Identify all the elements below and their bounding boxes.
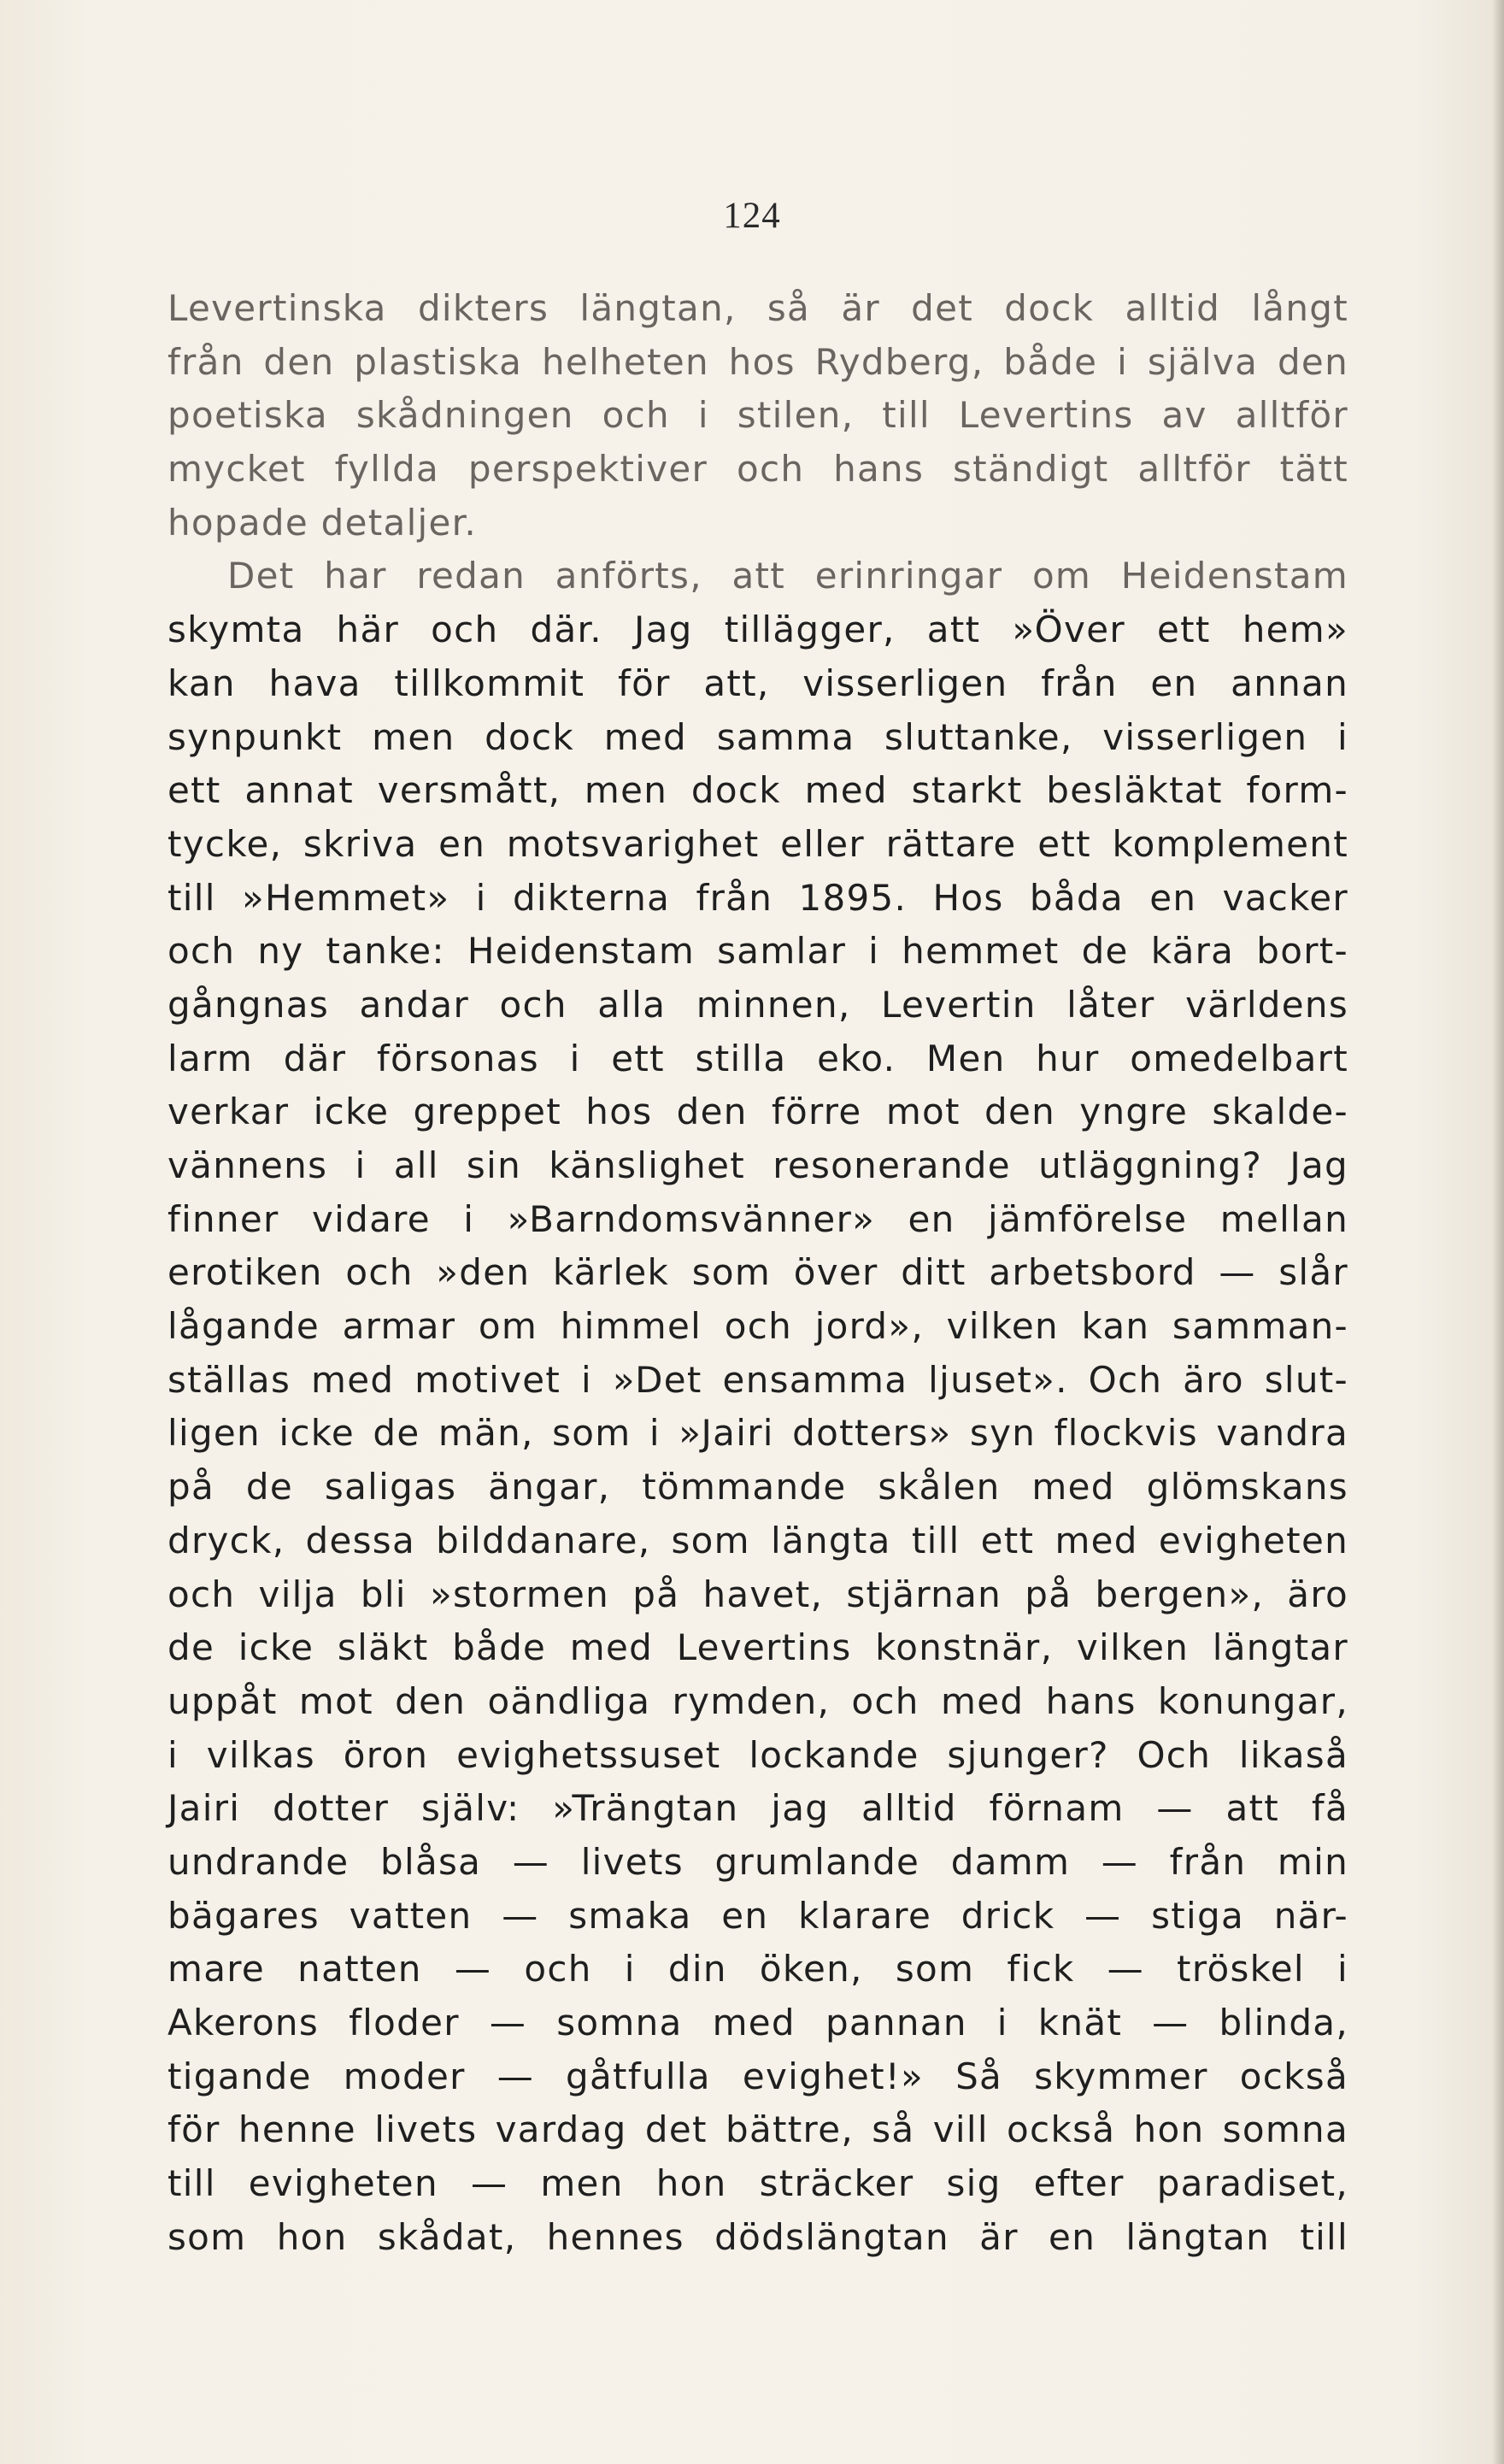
- text-line: från den plastiska helheten hos Rydberg, både i själva den: [167, 340, 1348, 383]
- text-line: ett annat versmått, men dock med starkt besläktat form-: [167, 769, 1348, 812]
- text-line: tycke, skriva en motsvarighet eller rättare ett komplement: [167, 822, 1348, 865]
- text-line: Levertinska dikters längtan, så är det dock alltid långt: [167, 287, 1348, 329]
- page-edge-shadow: [1492, 0, 1504, 2464]
- page-number: 124: [723, 196, 781, 236]
- text-line: ligen icke de män, som i »Jairi dotters» syn flockvis vandra: [167, 1412, 1348, 1455]
- text-line: Jairi dotter själv: »Trängtan jag alltid förnam — att få: [167, 1787, 1348, 1830]
- text-line: vännens i all sin känslighet resonerande utläggning? Jag: [167, 1144, 1348, 1186]
- text-line: undrande blåsa — livets grumlande damm — från min: [167, 1840, 1348, 1883]
- text-line: skymta här och där. Jag tillägger, att »Över ett hem»: [167, 609, 1348, 651]
- text-line: Akerons floder — somna med pannan i knät — blinda,: [167, 2002, 1348, 2044]
- text-line: mycket fyllda perspektiver och hans ständigt alltför tätt: [167, 448, 1348, 491]
- text-line: lågande armar om himmel och jord», vilken kan samman-: [167, 1305, 1348, 1348]
- body-text: [167, 282, 1348, 2264]
- text-line: erotiken och »den kärlek som över ditt arbetsbord — slår: [167, 1251, 1348, 1294]
- text-line: och ny tanke: Heidenstam samlar i hemmet de kära bort-: [167, 930, 1348, 973]
- text-line: i vilkas öron evighetssuset lockande sjunger? Och likaså: [167, 1733, 1348, 1776]
- text-line: finner vidare i »Barndomsvänner» en jämförelse mellan: [167, 1197, 1348, 1240]
- text-line: kan hava tillkommit för att, visserligen från en annan: [167, 662, 1348, 704]
- text-line: och vilja bli »stormen på havet, stjärnan på bergen», äro: [167, 1573, 1348, 1615]
- text-line: dryck, dessa bilddanare, som längta till ett med evigheten: [167, 1519, 1348, 1561]
- text-line: till »Hemmet» i dikterna från 1895. Hos båda en vacker: [167, 876, 1348, 919]
- text-line: bägares vatten — smaka en klarare drick — stiga när-: [167, 1894, 1348, 1937]
- text-line: larm där försonas i ett stilla eko. Men hur omedelbart: [167, 1037, 1348, 1079]
- text-line: på de saligas ängar, tömmande skålen med glömskans: [167, 1466, 1348, 1508]
- text-line: uppåt mot den oändliga rymden, och med hans konungar,: [167, 1679, 1348, 1722]
- text-line: Det har redan anförts, att erinringar om Heidenstam: [227, 555, 1348, 597]
- text-line: gångnas andar och alla minnen, Levertin låter världens: [167, 983, 1348, 1026]
- text-line: tigande moder — gåtfulla evighet!» Så skymmer också: [167, 2055, 1348, 2097]
- text-line: för henne livets vardag det bättre, så vill också hon somna: [167, 2108, 1348, 2151]
- text-line: verkar icke greppet hos den förre mot den yngre skalde-: [167, 1091, 1348, 1133]
- text-line: till evigheten — men hon sträcker sig efter paradiset,: [167, 2162, 1348, 2205]
- text-line: hopade detaljer.: [167, 501, 478, 544]
- text-line: ställas med motivet i »Det ensamma ljuset». Och äro slut-: [167, 1358, 1348, 1401]
- text-line: som hon skådat, hennes dödslängtan är en längtan till: [167, 2215, 1348, 2258]
- text-line: mare natten — och i din öken, som fick — tröskel i: [167, 1948, 1348, 1991]
- text-line: de icke släkt både med Levertins konstnär, vilken längtar: [167, 1626, 1348, 1669]
- text-line: poetiska skådningen och i stilen, till Levertins av alltför: [167, 394, 1348, 437]
- text-line: synpunkt men dock med samma sluttanke, visserligen i: [167, 715, 1348, 758]
